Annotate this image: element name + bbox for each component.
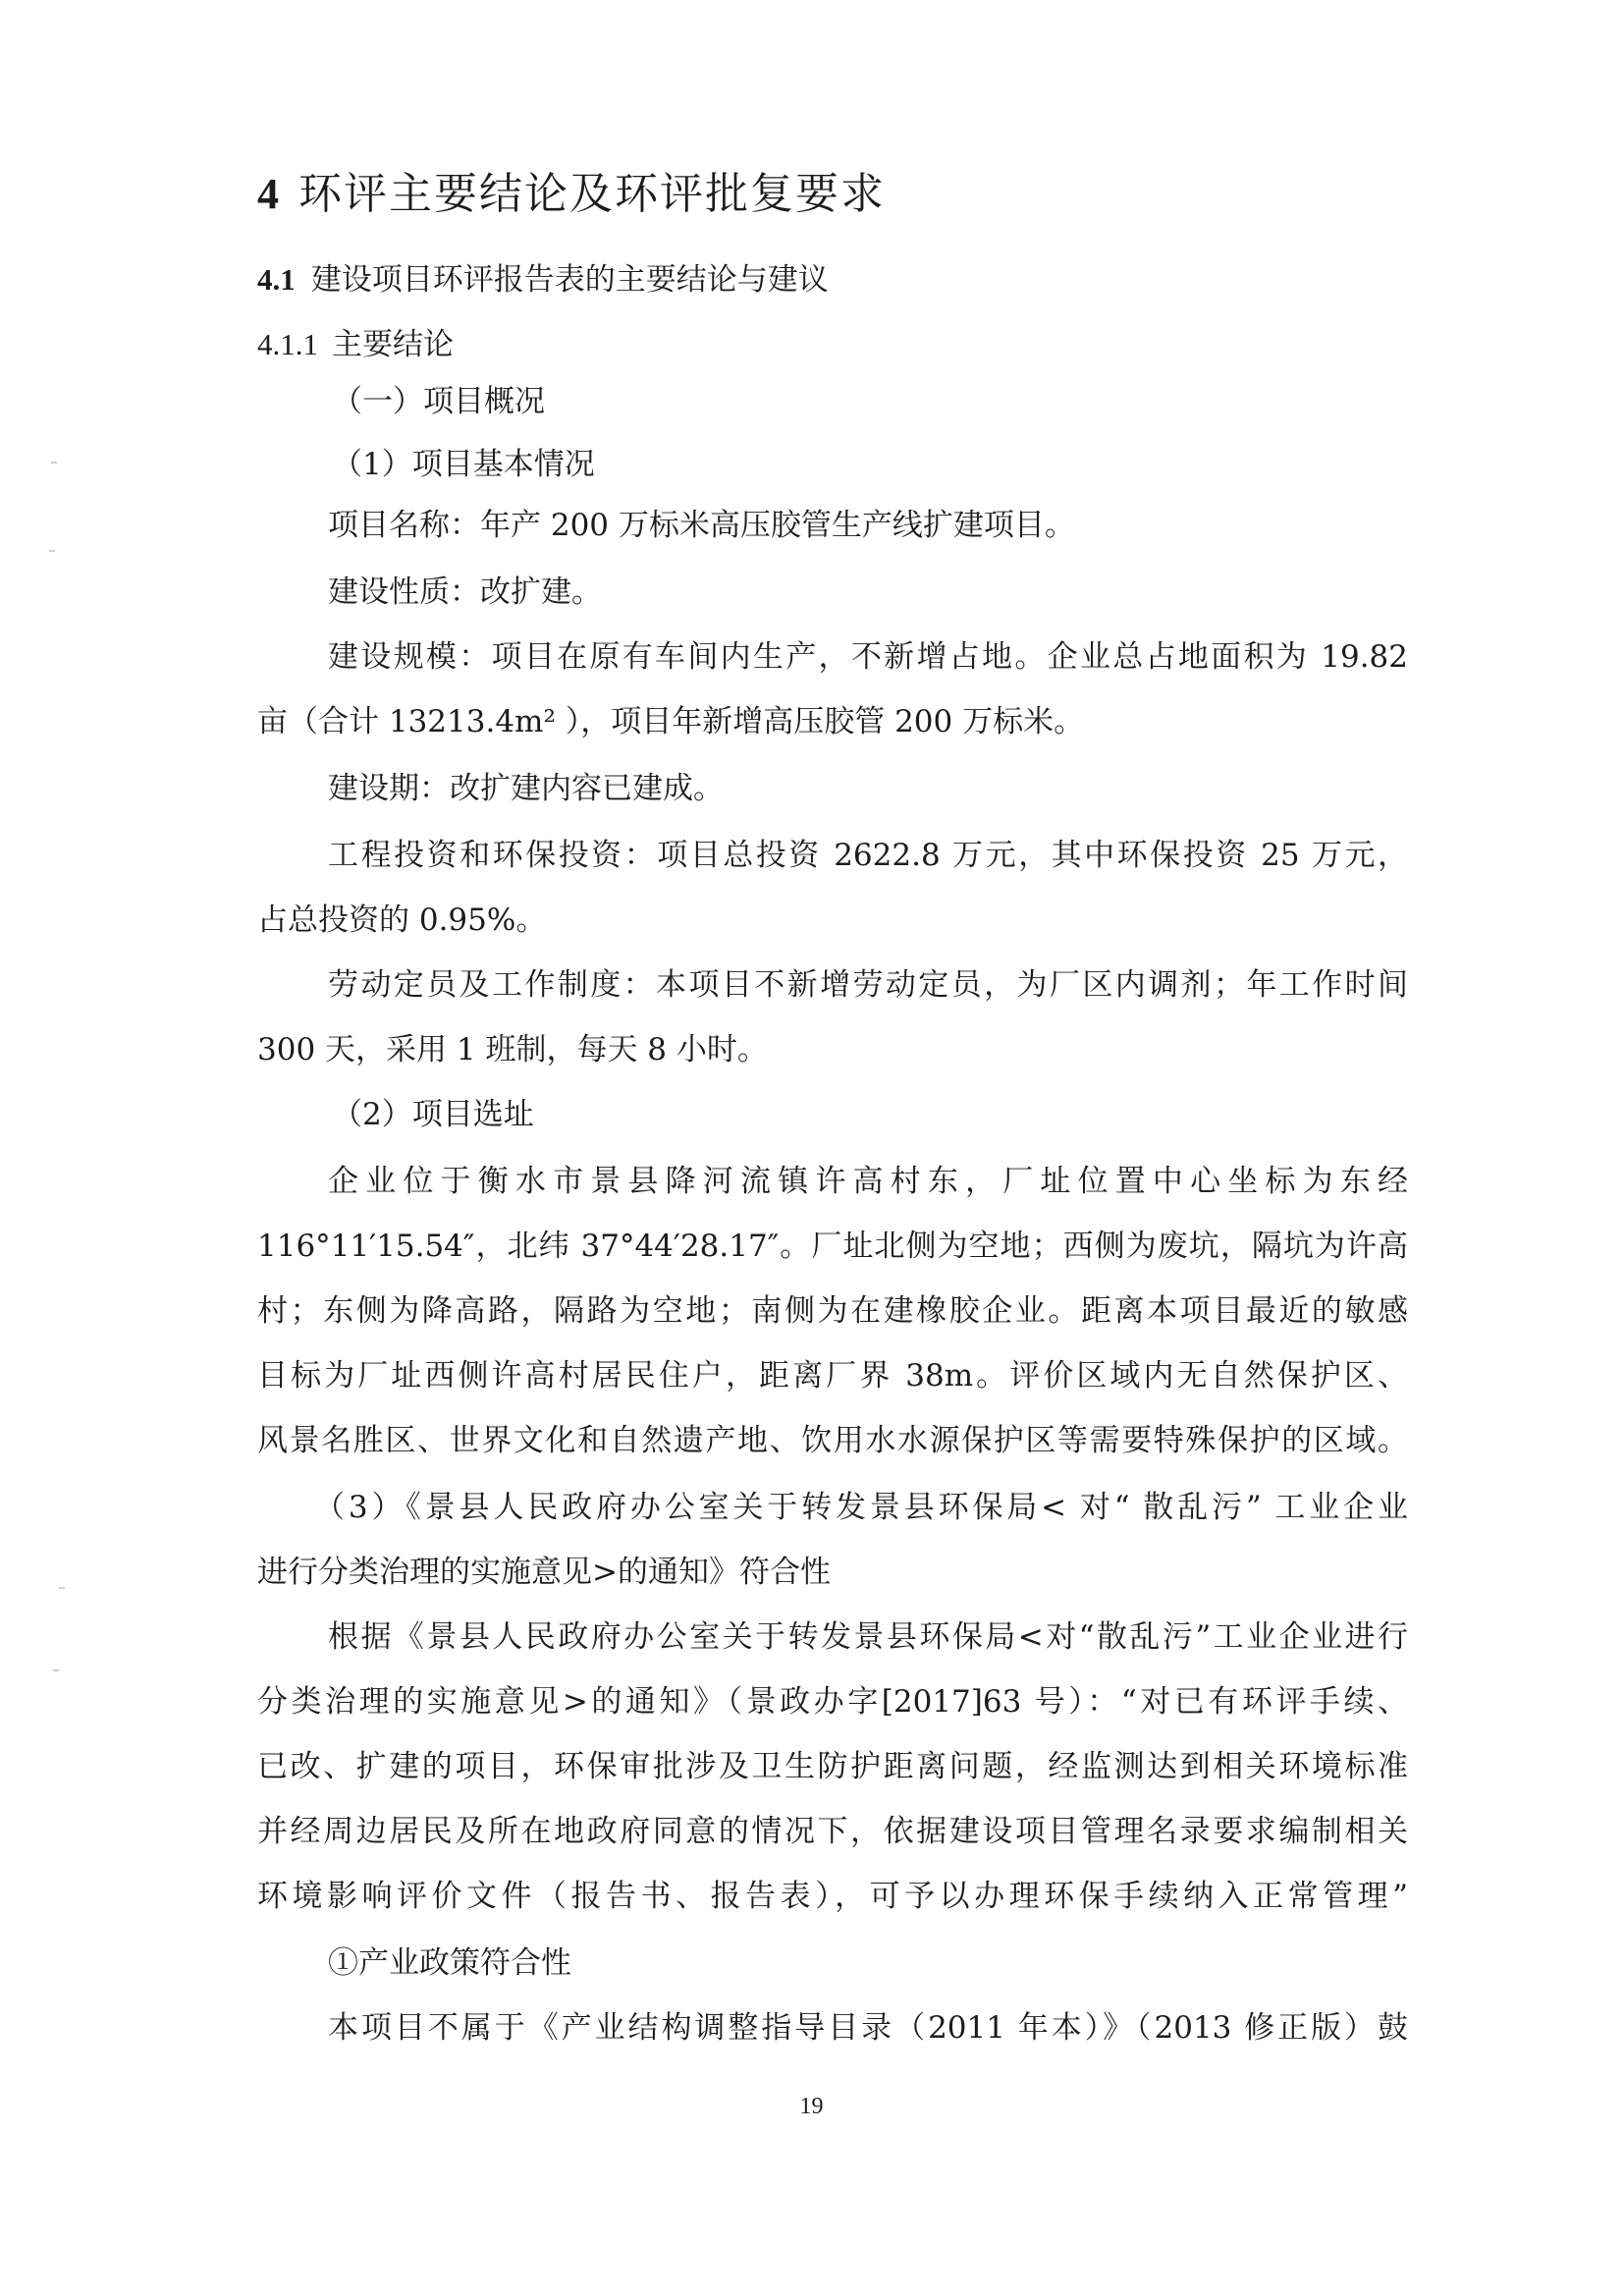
paragraph-line: 并经周边居民及所在地政府同意的情况下，依据建设项目管理名录要求编制相关 <box>257 1814 1408 1849</box>
subsection-number: 4.1.1 <box>257 327 318 361</box>
section-number: 4.1 <box>257 262 296 297</box>
section-title: 建设项目环评报告表的主要结论与建议 <box>310 262 829 298</box>
paragraph-line: 劳动定员及工作制度：本项目不新增劳动定员，为厂区内调剂；年工作时间 <box>328 967 1408 1003</box>
paragraph-line: 村；东侧为降高路，隔路为空地；南侧为在建橡胶企业。距离本项目最近的敏感 <box>257 1293 1408 1329</box>
page-number: 19 <box>799 2094 824 2119</box>
item-heading-industry-policy: ①产业政策符合性 <box>328 1945 571 1981</box>
paragraph-line: 分类治理的实施意见>的通知》（景政办字[2017]63 号）：“对已有环评手续、 <box>257 1684 1408 1720</box>
paragraph-line: 企业位于衡水市景县降河流镇许高村东，厂址位置中心坐标为东经 <box>328 1164 1408 1199</box>
paragraph-line: 建设性质：改扩建。 <box>328 574 602 610</box>
paragraph-line: 目标为厂址西侧许高村居民住户，距离厂界 38m。评价区域内无自然保护区、 <box>257 1358 1408 1394</box>
paragraph-line: 风景名胜区、世界文化和自然遗产地、饮用水水源保护区等需要特殊保护的区域。 <box>257 1423 1408 1458</box>
scan-speck <box>51 462 57 464</box>
chapter-title: 环评主要结论及环评批复要求 <box>298 169 886 219</box>
subsection-title: 主要结论 <box>332 327 454 362</box>
scan-speck <box>53 1669 59 1671</box>
paragraph-line: 项目名称：年产 200 万标米高压胶管生产线扩建项目。 <box>328 508 1075 543</box>
scan-speck <box>59 1587 65 1589</box>
paragraph-line: 本项目不属于《产业结构调整指导目录（2011 年本）》（2013 修正版）鼓 <box>328 2010 1408 2046</box>
paragraph-line: 占总投资的 0.95%。 <box>257 902 547 938</box>
paragraph-line: 亩（合计 13213.4m² ），项目年新增高压胶管 200 万标米。 <box>257 704 1085 739</box>
paragraph-line: 建设规模：项目在原有车间内生产，不新增占地。企业总占地面积为 19.82 <box>328 639 1408 675</box>
chapter-number: 4 <box>257 170 281 218</box>
paragraph-line: 已改、扩建的项目，环保审批涉及卫生防护距离问题，经监测达到相关环境标准 <box>257 1749 1408 1784</box>
scan-speck <box>49 550 55 552</box>
item-heading-basic-info: （1）项目基本情况 <box>332 447 595 482</box>
paragraph-line: 根据《景县人民政府办公室关于转发景县环保局<对“散乱污”工业企业进行 <box>328 1619 1408 1655</box>
chapter-heading <box>257 165 886 224</box>
paragraph-line: 工程投资和环保投资：项目总投资 2622.8 万元，其中环保投资 25 万元， <box>328 838 1408 873</box>
paragraph-line: 环境影响评价文件（报告书、报告表），可予以办理环保手续纳入正常管理” <box>257 1879 1408 1914</box>
paragraph-line: 300 天，采用 1 班制，每天 8 小时。 <box>257 1032 768 1067</box>
paragraph-line: 建设期：改扩建内容已建成。 <box>328 771 724 806</box>
item-heading-compliance: （3）《景县人民政府办公室关于转发景县环保局< 对“ 散乱污” 工业企业 <box>314 1490 1408 1525</box>
paragraph-line: 116°11′15.54″，北纬 37°44′28.17″。厂址北侧为空地；西侧为废坑，隔坑为许高 <box>257 1229 1408 1264</box>
paragraph-line: 进行分类治理的实施意见>的通知》符合性 <box>257 1555 831 1590</box>
subsection-heading <box>257 322 454 367</box>
section-heading <box>257 257 829 302</box>
item-heading-overview: （一）项目概况 <box>332 384 545 419</box>
item-heading-site: （2）项目选址 <box>332 1097 534 1132</box>
